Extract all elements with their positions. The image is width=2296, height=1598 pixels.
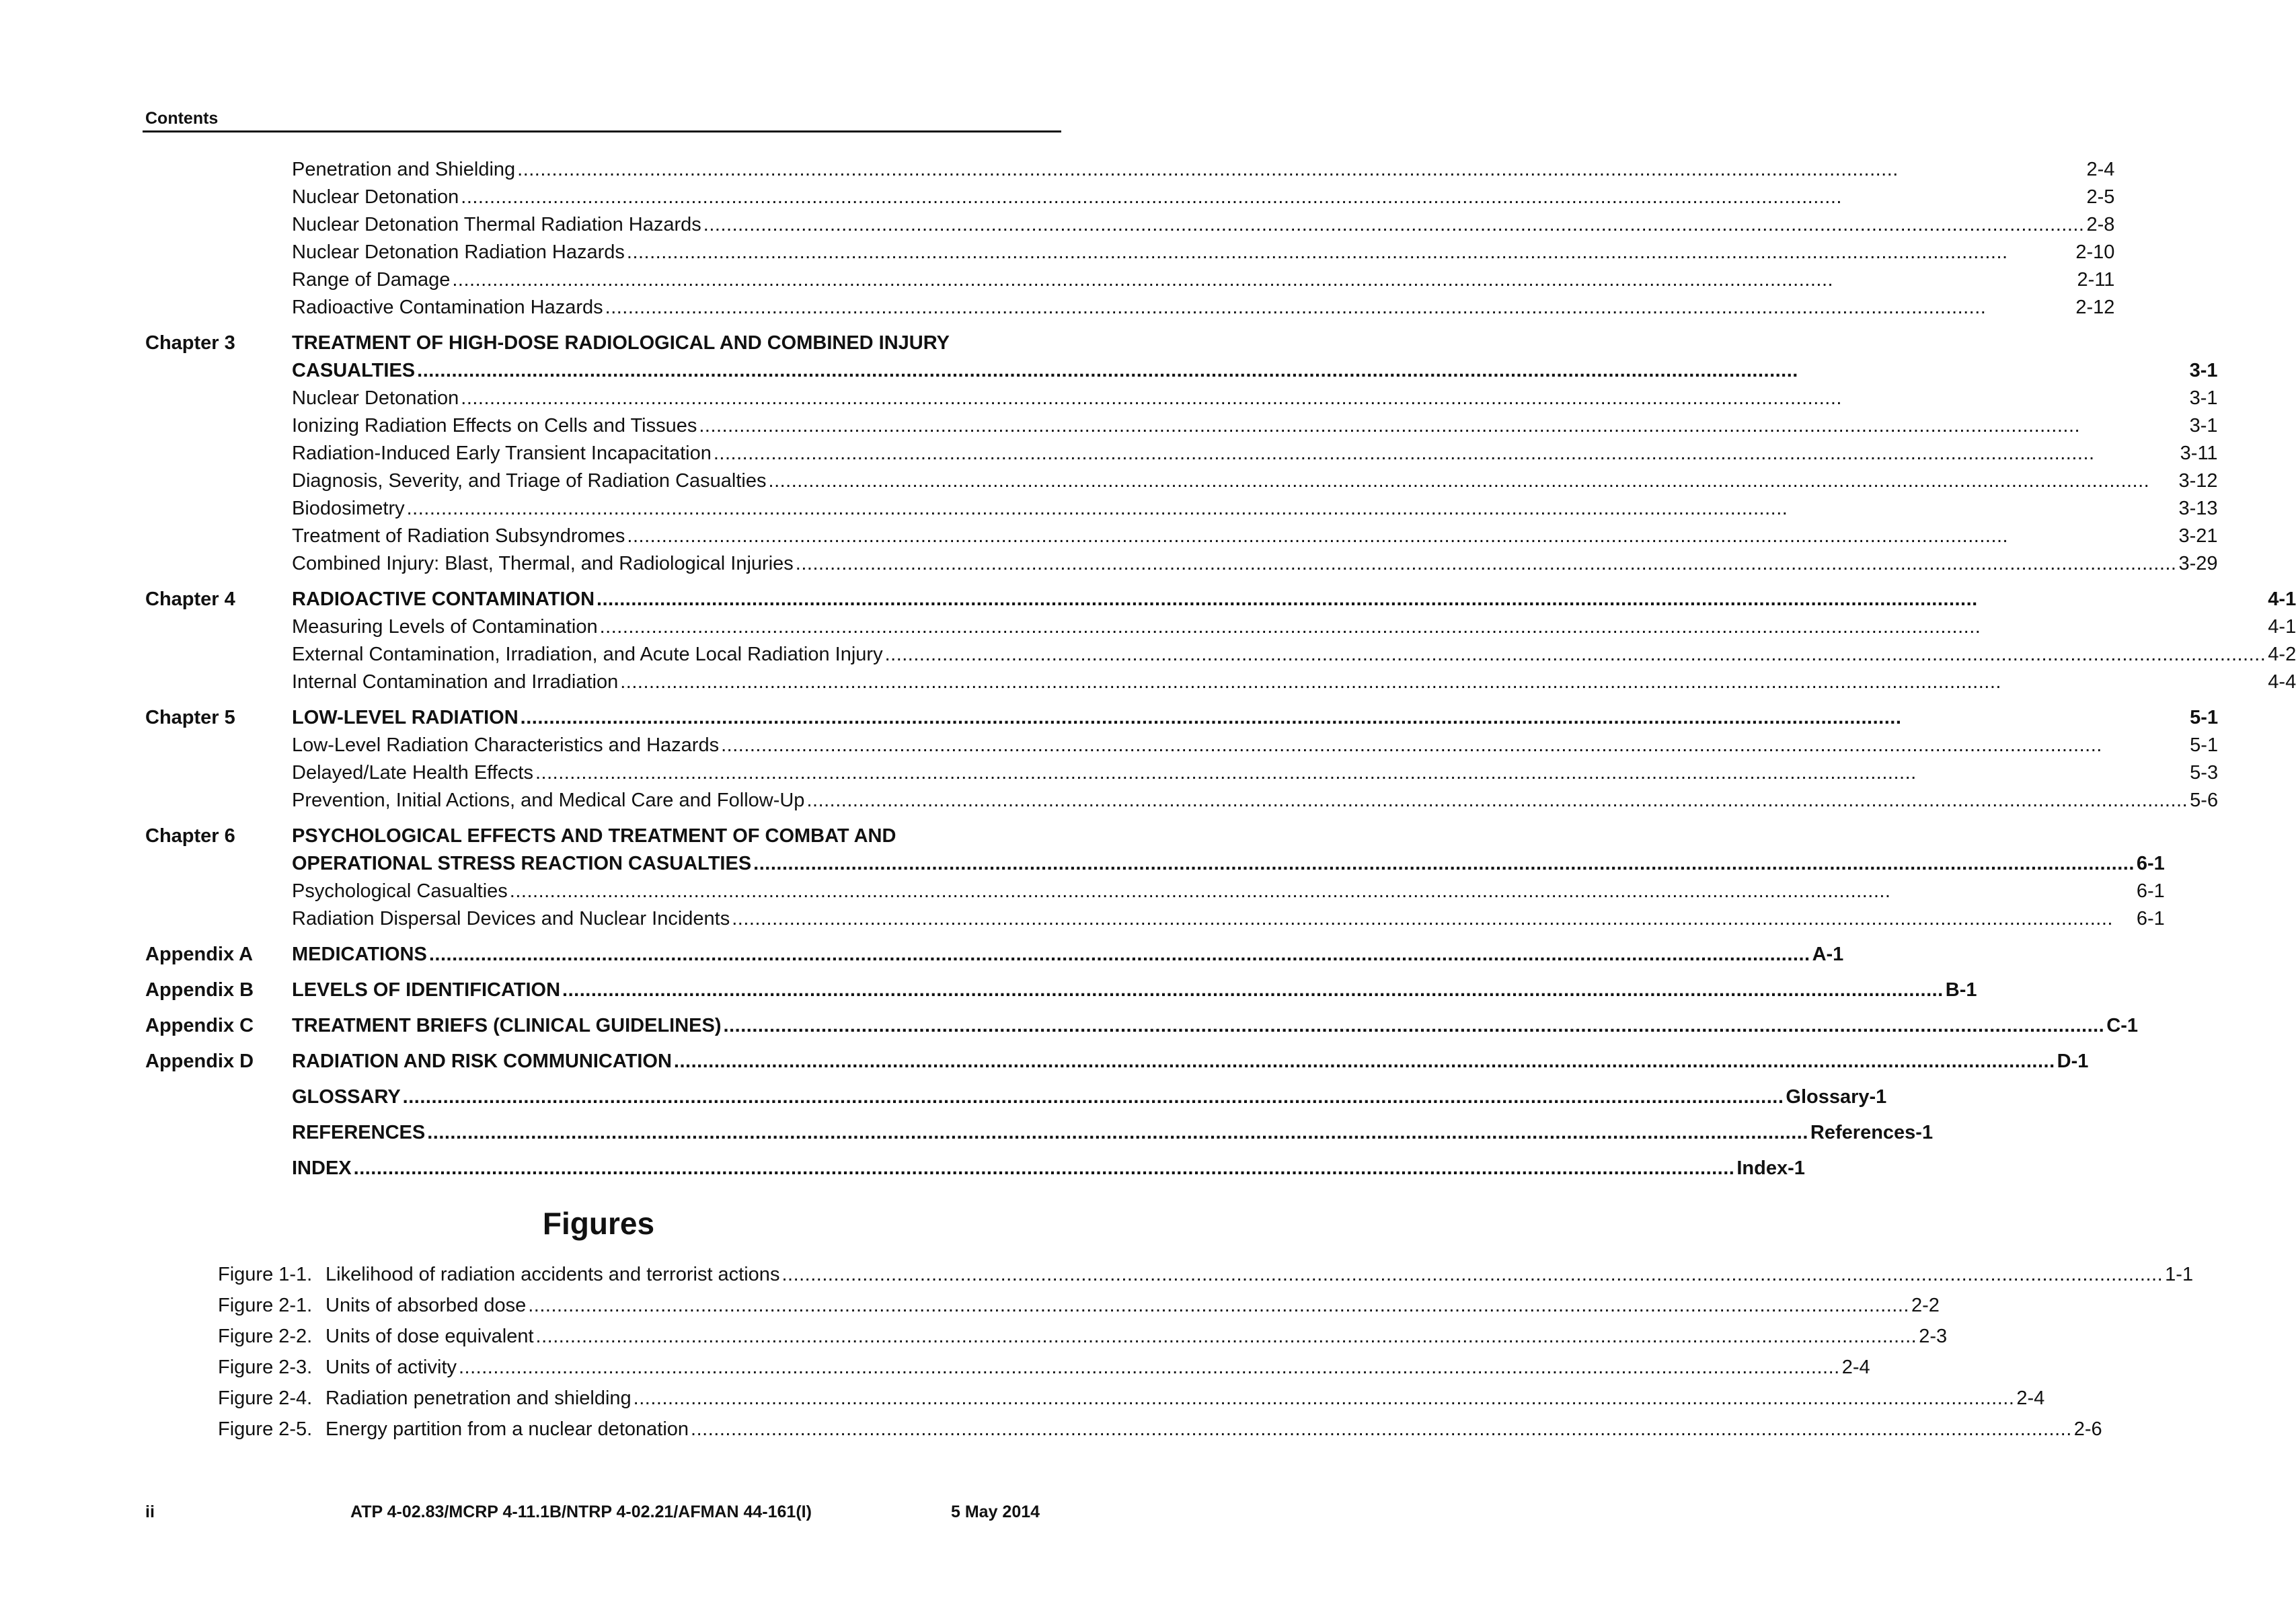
toc-entry-title: LEVELS OF IDENTIFICATION [292,979,561,1001]
figure-entry[interactable] [218,1414,2102,1445]
toc-entry[interactable] [292,239,2114,266]
toc-entry[interactable] [292,1083,1886,1111]
toc-entry-page: 4-1 [2268,616,2296,638]
toc-entry[interactable] [292,1012,2138,1040]
toc-entry-title: Delayed/Late Health Effects [292,762,533,784]
dot-leader [417,357,2187,385]
toc-entry-title: Low-Level Radiation Characteristics and Hazards [292,734,720,756]
toc-entry-page: 5-6 [2190,790,2219,811]
toc-group [145,156,2115,321]
toc-entry[interactable] [292,1048,2088,1075]
toc-entry-page: 5-1 [2190,734,2219,756]
toc-group-label [145,1083,292,1111]
dot-leader [407,495,2177,523]
dot-leader [627,239,2073,266]
toc-entry-page: 3-13 [2178,498,2218,519]
toc-entry-title: REFERENCES [292,1122,426,1143]
toc-entry-page: 3-1 [2189,415,2218,436]
toc-group-body [292,704,2218,814]
toc-entry-page: 4-2 [2268,644,2296,665]
toc-group-body [292,1119,1933,1147]
toc-entry[interactable] [292,1155,1805,1182]
toc-entry[interactable] [292,759,2218,787]
toc-entry-page: C-1 [2106,1015,2138,1036]
dot-leader [620,669,2266,696]
toc-entry-page: A-1 [1812,944,1844,965]
toc-group-body [292,941,1843,968]
toc-group-body [292,1083,1886,1111]
toc-entry[interactable] [292,613,2296,641]
dot-leader [521,704,2188,732]
toc-entry-title: RADIOACTIVE CONTAMINATION [292,588,595,610]
figure-title: Units of activity [326,1357,457,1378]
toc-entry[interactable] [292,184,2114,211]
toc-group [145,977,1977,1004]
toc-entry-page: 6-1 [2136,880,2165,902]
toc-entry-page: 3-1 [2189,360,2218,381]
toc-group-body [292,977,1977,1004]
toc-group-label [145,1155,292,1182]
toc-group-body [292,823,2165,933]
dot-leader [459,1352,1840,1383]
toc-entry-title: Penetration and Shielding [292,159,516,180]
dot-leader [714,440,2178,467]
toc-entry[interactable] [292,550,2218,578]
toc-entry[interactable] [292,641,2296,669]
toc-entry-title: Nuclear Detonation [292,387,459,409]
footer-date: 5 May 2014 [951,1502,1040,1521]
figure-page: 2-4 [1841,1357,1870,1378]
toc-entry-title: Measuring Levels of Contamination [292,616,598,638]
toc-group [145,704,2219,814]
dot-leader [885,641,2266,669]
toc-entry-page: 3-11 [2180,443,2218,464]
figure-page: 1-1 [2165,1264,2194,1285]
toc-group-label [145,156,292,321]
toc-entry[interactable] [292,357,2218,385]
toc-group-label: Chapter 5 [145,707,235,728]
figure-title: Units of dose equivalent [326,1326,534,1347]
toc-entry-page: 2-11 [2077,269,2115,291]
figure-page: 2-3 [1919,1326,1948,1347]
figure-title: Likelihood of radiation accidents and terrorist actions [326,1264,780,1285]
toc-entry-page: 2-10 [2075,241,2115,263]
toc-entry[interactable] [292,495,2218,523]
figure-entry[interactable] [218,1383,2045,1414]
toc-entry[interactable] [292,523,2218,550]
toc-entry[interactable] [292,211,2114,239]
toc-entry-title: Diagnosis, Severity, and Triage of Radiation Casualties [292,470,767,492]
toc-entry-title: Nuclear Detonation [292,186,459,208]
toc-group [145,1012,2138,1040]
toc-entry-title: RADIATION AND RISK COMMUNICATION [292,1051,672,1072]
toc-entry[interactable] [292,156,2114,184]
toc-entry[interactable] [292,266,2114,294]
toc-entry-title: Psychological Casualties [292,880,508,902]
dot-leader [562,977,1944,1004]
toc-chapter-title[interactable]: TREATMENT OF HIGH-DOSE RADIOLOGICAL AND COMBINED INJURY [292,332,950,354]
toc-entry[interactable] [292,467,2218,495]
toc-entry[interactable] [292,905,2165,933]
toc-entry-page: 4-4 [2268,671,2296,693]
toc-entry-page: 2-5 [2086,186,2115,208]
toc-entry-title: CASUALTIES [292,360,416,381]
toc-group [145,330,2218,578]
toc-entry-page: 2-12 [2075,297,2115,318]
dot-leader [536,1321,1917,1352]
dot-leader [806,787,2188,814]
toc-group-label [145,1119,292,1147]
dot-leader [461,184,2084,211]
toc-entry[interactable] [292,977,1977,1004]
toc-chapter-title[interactable]: PSYCHOLOGICAL EFFECTS AND TREATMENT OF COMBAT AND [292,825,896,847]
figure-page: 2-2 [1911,1295,1940,1316]
header-rule [143,130,1061,132]
dot-leader [699,412,2187,440]
toc-entry-page: 4-1 [2268,588,2296,610]
dot-leader [634,1383,2015,1414]
dot-leader [781,1259,2163,1290]
dot-leader [627,523,2176,550]
dot-leader [796,550,2177,578]
dot-leader [528,1290,1909,1321]
toc-entry-page: 3-29 [2178,553,2218,574]
toc-entry-title: Radiation Dispersal Devices and Nuclear Incidents [292,908,730,929]
figure-number: Figure 2-4. [218,1387,313,1409]
toc-entry[interactable] [292,412,2218,440]
table-of-contents [145,156,2296,1190]
toc-entry-page: 5-3 [2190,762,2219,784]
figure-number: Figure 1-1. [218,1264,313,1285]
toc-entry-page: 6-1 [2136,853,2165,874]
toc-group-body [292,586,2296,696]
toc-group-label: Chapter 6 [145,825,235,847]
dot-leader [724,1012,2105,1040]
toc-entry-title: Internal Contamination and Irradiation [292,671,619,693]
list-of-figures [218,1259,2194,1445]
toc-entry[interactable] [292,850,2165,878]
toc-entry-page: References-1 [1810,1122,1934,1143]
toc-entry-title: Combined Injury: Blast, Thermal, and Radiological Injuries [292,553,794,574]
toc-entry[interactable] [292,941,1843,968]
toc-entry-page: B-1 [1945,979,1977,1001]
toc-entry-title: Range of Damage [292,269,451,291]
toc-group-label: Appendix A [145,944,254,965]
dot-leader [403,1083,1784,1111]
figure-entry[interactable] [218,1259,2194,1290]
toc-entry[interactable] [292,704,2218,732]
toc-entry-page: 6-1 [2136,908,2165,929]
toc-entry-title: External Contamination, Irradiation, and Acute Local Radiation Injury [292,644,883,665]
figure-page: 2-6 [2073,1418,2102,1440]
toc-entry-page: Glossary-1 [1786,1086,1887,1108]
dot-leader [427,1119,1808,1147]
dot-leader [510,878,2135,905]
figure-number: Figure 2-3. [218,1357,313,1378]
dot-leader [721,732,2188,759]
dot-leader [732,905,2135,933]
toc-entry[interactable] [292,586,2296,613]
figure-number: Figure 2-1. [218,1295,313,1316]
toc-entry-title: INDEX [292,1157,352,1179]
dot-leader [597,586,2266,613]
toc-group-body [292,1048,2088,1075]
toc-entry[interactable] [292,732,2218,759]
toc-entry-title: Nuclear Detonation Thermal Radiation Hazards [292,214,701,235]
toc-group-label: Appendix B [145,979,254,1001]
toc-group [145,941,1844,968]
figure-entry[interactable] [218,1321,1948,1352]
toc-group [145,823,2165,933]
toc-entry-title: OPERATIONAL STRESS REACTION CASUALTIES [292,853,752,874]
dot-leader [517,156,2084,184]
dot-leader [691,1414,2072,1445]
figure-title: Energy partition from a nuclear detonation [326,1418,689,1440]
toc-entry-page: Index-1 [1736,1157,1805,1179]
toc-group-body [292,1012,2138,1040]
toc-entry-title: TREATMENT BRIEFS (CLINICAL GUIDELINES) [292,1015,722,1036]
toc-entry-page: 5-1 [2190,707,2219,728]
figure-number: Figure 2-2. [218,1326,313,1347]
figure-entry[interactable] [218,1290,1940,1321]
figure-title: Radiation penetration and shielding [326,1387,632,1409]
toc-entry-page: D-1 [2057,1051,2089,1072]
toc-group [145,1083,1887,1111]
dot-leader [354,1155,1735,1182]
dot-leader [753,850,2135,878]
toc-entry-title: Prevention, Initial Actions, and Medical Care and Follow-Up [292,790,805,811]
toc-entry-page: 3-12 [2178,470,2218,492]
footer-page-number: ii [145,1502,155,1521]
toc-entry-title: Nuclear Detonation Radiation Hazards [292,241,625,263]
toc-group [145,1048,2089,1075]
toc-group-label: Appendix C [145,1015,254,1036]
toc-entry[interactable] [292,787,2218,814]
toc-entry-page: 3-21 [2178,525,2218,547]
figure-entry[interactable] [218,1352,1870,1383]
toc-entry[interactable] [292,294,2114,321]
toc-entry[interactable] [292,385,2218,412]
figures-heading: Figures [542,1206,655,1241]
toc-entry-title: Ionizing Radiation Effects on Cells and Tissues [292,415,697,436]
dot-leader [461,385,2187,412]
toc-group-label: Chapter 4 [145,588,235,610]
dot-leader [674,1048,2055,1075]
footer-document-id: ATP 4-02.83/MCRP 4-11.1B/NTRP 4-02.21/AFMAN 44-161(I) [350,1502,812,1521]
figure-page: 2-4 [2016,1387,2045,1409]
toc-entry-title: MEDICATIONS [292,944,427,965]
toc-entry[interactable] [292,878,2165,905]
dot-leader [769,467,2177,495]
figure-title: Units of absorbed dose [326,1295,527,1316]
toc-entry-title: Radiation-Induced Early Transient Incapacitation [292,443,712,464]
toc-group-body [292,156,2114,321]
toc-group-label: Appendix D [145,1051,254,1072]
toc-group [145,1155,1805,1182]
dot-leader [535,759,2188,787]
toc-entry-title: LOW-LEVEL RADIATION [292,707,519,728]
dot-leader [600,613,2266,641]
toc-group-label: Chapter 3 [145,332,235,354]
dot-leader [452,266,2075,294]
running-header: Contents [145,109,219,128]
toc-entry-title: Radioactive Contamination Hazards [292,297,603,318]
dot-leader [605,294,2074,321]
toc-group [145,586,2296,696]
toc-entry-title: Treatment of Radiation Subsyndromes [292,525,625,547]
toc-group-body [292,1155,1805,1182]
dot-leader [429,941,1810,968]
toc-entry[interactable] [292,440,2218,467]
toc-entry-title: Biodosimetry [292,498,405,519]
toc-entry[interactable] [292,1119,1933,1147]
toc-entry-page: 2-8 [2086,214,2115,235]
toc-group [145,1119,1934,1147]
figure-number: Figure 2-5. [218,1418,313,1440]
toc-group-body [292,330,2218,578]
toc-entry-page: 2-4 [2086,159,2115,180]
toc-entry[interactable] [292,669,2296,696]
toc-entry-title: GLOSSARY [292,1086,401,1108]
toc-entry-page: 3-1 [2189,387,2218,409]
dot-leader [703,211,2085,239]
